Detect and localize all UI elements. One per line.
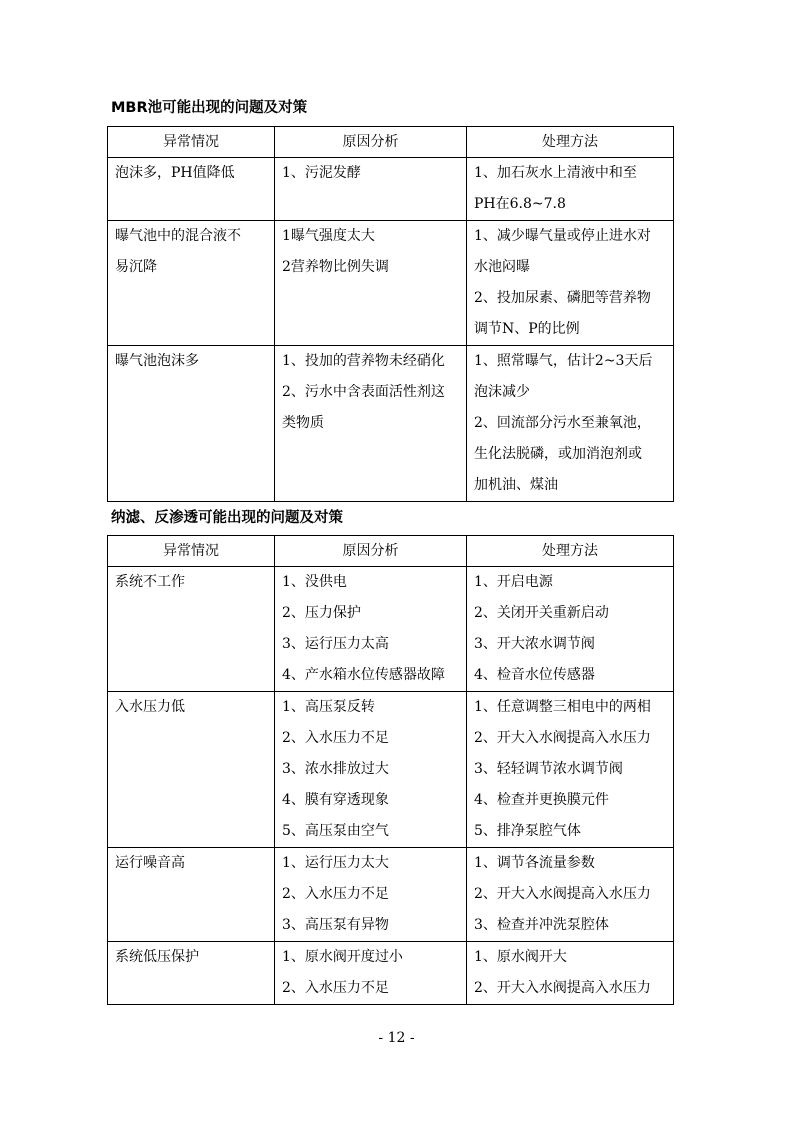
cell-line: 曝气池泡沫多 [115,353,199,369]
solution-cell [467,346,674,502]
situation-cell [108,848,275,942]
cell-line: 2、投加尿素、磷肥等营养物 [474,290,651,306]
cause-cell [275,158,467,221]
cell-line: 1曝气强度太大 [282,228,375,244]
table-row [108,692,674,848]
cell-line: 入水压力低 [115,699,185,715]
cell-line: 2、压力保护 [282,605,361,621]
cell-line: 4、膜有穿透现象 [282,792,389,808]
solution-cell [467,158,674,221]
cell-line: 1、污泥发酵 [282,165,361,181]
cell-line: 2、入水压力不足 [282,980,389,996]
cell-line: 2、污水中含表面活性剂这 [282,384,445,400]
cell-line: 调节N、P的比例 [474,321,580,337]
solution-cell [467,567,674,692]
cause-cell [275,942,467,1005]
solution-cell [467,221,674,346]
nf-ro-problems-table [107,535,674,1005]
cause-cell [275,346,467,502]
cell-line: 曝气池中的混合液不 [115,228,241,244]
table-header-row [108,536,674,567]
cell-line: 1、调节各流量参数 [474,855,595,871]
cell-line: 2营养物比例失调 [282,259,389,275]
cell-line: 系统不工作 [115,574,185,590]
table-row [108,848,674,942]
table-row [108,567,674,692]
cell-line: 3、运行压力太高 [282,636,389,652]
table-row [108,346,674,502]
header-solution: 处理方法 [467,127,674,158]
section-title-nf-ro: 纳滤、反渗透可能出现的问题及对策 [111,510,343,526]
cell-line: 3、浓水排放过大 [282,761,389,777]
cell-line: 泡沫减少 [474,384,530,400]
situation-cell [108,221,275,346]
cell-line: 易沉降 [115,259,157,275]
cell-line: 加机油、煤油 [474,477,558,493]
cell-line: 4、检查并更换膜元件 [474,792,609,808]
cell-line: 1、投加的营养物未经硝化 [282,353,445,369]
table-row [108,221,674,346]
cell-line: 2、开大入水阀提高入水压力 [474,980,651,996]
cause-cell [275,221,467,346]
table-row [108,158,674,221]
table-row [108,942,674,1005]
cell-line: 1、任意调整三相电中的两相 [474,699,651,715]
header-cause: 原因分析 [275,127,467,158]
header-situation: 异常情况 [108,536,275,567]
table-header-row [108,127,674,158]
cell-line: 2、回流部分污水至兼氧池， [474,415,651,431]
cell-line: 系统低压保护 [115,949,199,965]
cell-line: 3、轻轻调节浓水调节阀 [474,761,623,777]
cell-line: 4、检音水位传感器 [474,667,595,683]
cell-line: 3、高压泵有异物 [282,917,389,933]
cell-line: 泡沫多，PH值降低 [115,165,235,181]
cause-cell [275,848,467,942]
solution-cell [467,692,674,848]
solution-cell [467,848,674,942]
situation-cell [108,567,275,692]
cell-line: 类物质 [282,415,324,431]
cell-line: 2、关闭开关重新启动 [474,605,609,621]
cell-line: 1、没供电 [282,574,347,590]
cell-line: 2、开大入水阀提高入水压力 [474,886,651,902]
page-number: - 12 - [378,1030,415,1046]
situation-cell [108,346,275,502]
cause-cell [275,692,467,848]
cell-line: 1、原水阀开大 [474,949,567,965]
header-cause: 原因分析 [275,536,467,567]
cell-line: 2、开大入水阀提高入水压力 [474,730,651,746]
cell-line: 水池闷曝 [474,259,530,275]
cell-line: 1、减少曝气量或停止进水对 [474,228,651,244]
cell-line: 5、排净泵腔气体 [474,823,581,839]
mbr-problems-table [107,126,674,502]
solution-cell [467,942,674,1005]
cell-line: 2、入水压力不足 [282,886,389,902]
situation-cell [108,692,275,848]
header-situation: 异常情况 [108,127,275,158]
situation-cell [108,942,275,1005]
cell-line: 5、高压泵由空气 [282,823,389,839]
cell-line: 1、照常曝气，估计2~3天后 [474,353,653,369]
situation-cell [108,158,275,221]
cell-line: 1、原水阀开度过小 [282,949,403,965]
cell-line: 1、运行压力太大 [282,855,389,871]
cell-line: 1、开启电源 [474,574,553,590]
cell-line: 1、高压泵反转 [282,699,375,715]
cause-cell [275,567,467,692]
cell-line: 3、开大浓水调节阀 [474,636,595,652]
cell-line: 运行噪音高 [115,855,185,871]
cell-line: 4、产水箱水位传感器故障 [282,667,445,683]
cell-line: PH在6.8~7.8 [474,196,566,212]
cell-line: 1、加石灰水上清液中和至 [474,165,637,181]
cell-line: 3、检查并冲洗泵腔体 [474,917,609,933]
section-title-mbr: MBR池可能出现的问题及对策 [111,100,308,116]
header-solution: 处理方法 [467,536,674,567]
cell-line: 2、入水压力不足 [282,730,389,746]
cell-line: 生化法脱磷，或加消泡剂或 [474,446,642,462]
